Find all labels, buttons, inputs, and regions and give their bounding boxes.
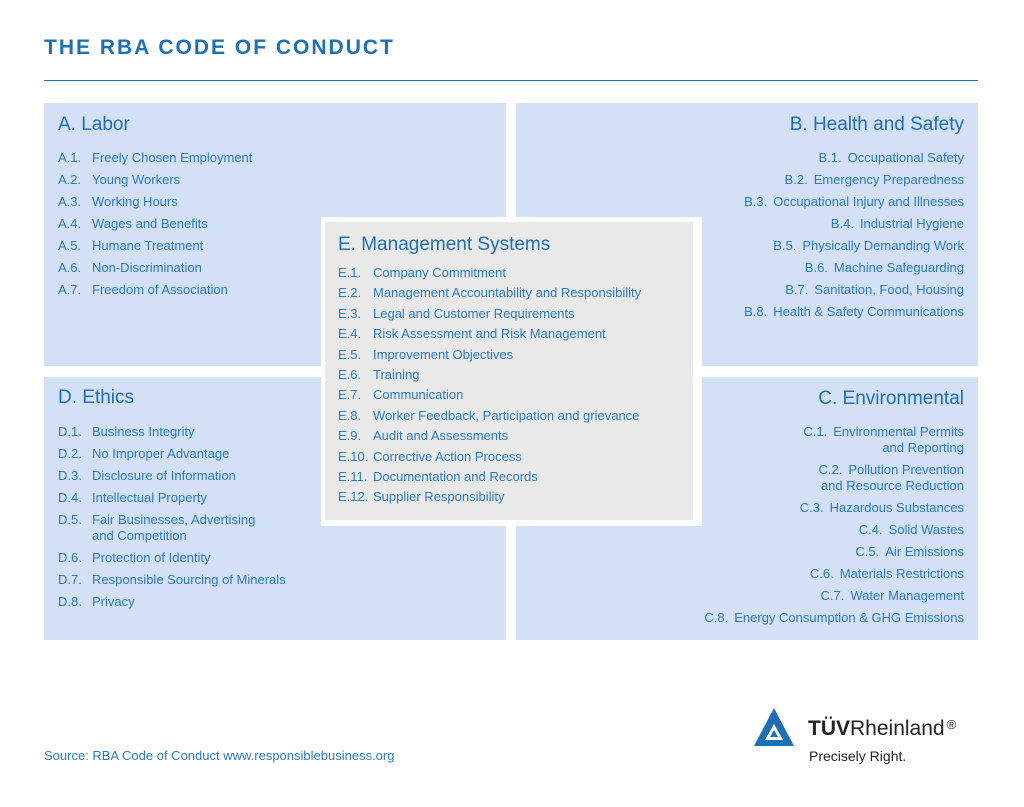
list-item bbox=[58, 169, 252, 191]
item-number: D.3. bbox=[58, 468, 82, 483]
item-number: C.7. bbox=[820, 588, 845, 603]
item-number: C.5. bbox=[855, 544, 880, 559]
list-item bbox=[704, 459, 964, 497]
brand-bold: TÜV bbox=[808, 717, 850, 740]
list-item bbox=[744, 147, 964, 169]
item-label: Fair Businesses, Advertising bbox=[92, 512, 256, 527]
list-item bbox=[338, 263, 641, 283]
item-number: E.8. bbox=[338, 407, 362, 423]
item-label-continued: and Reporting bbox=[882, 440, 964, 455]
item-number: B.7. bbox=[785, 282, 809, 297]
item-label: No Improper Advantage bbox=[92, 446, 230, 461]
section-heading: A. Labor bbox=[58, 114, 130, 135]
item-label: Management Accountability and Responsibility bbox=[373, 285, 642, 301]
item-label: Company Commitment bbox=[373, 265, 506, 280]
item-label: Occupational Safety bbox=[847, 150, 964, 165]
list-item bbox=[58, 191, 252, 213]
list-item bbox=[338, 406, 641, 426]
item-number: D.8. bbox=[58, 594, 82, 609]
item-label: Corrective Action Process bbox=[373, 448, 522, 464]
list-item bbox=[58, 509, 286, 547]
item-number: B.1. bbox=[818, 150, 842, 165]
list-item bbox=[58, 465, 286, 487]
list-item bbox=[338, 324, 641, 344]
list-item bbox=[58, 547, 286, 569]
item-number: C.1. bbox=[803, 424, 828, 439]
item-label: Health & Safety Communications bbox=[773, 304, 964, 319]
item-label: Non-Discrimination bbox=[92, 260, 202, 275]
item-label: Hazardous Substances bbox=[829, 500, 964, 515]
item-number: E.4. bbox=[338, 326, 362, 342]
list-item bbox=[338, 365, 641, 385]
list-item bbox=[338, 283, 641, 303]
item-number: A.5. bbox=[58, 238, 82, 253]
list-item bbox=[338, 487, 641, 507]
list-item bbox=[704, 607, 964, 629]
item-label: Responsible Sourcing of Minerals bbox=[92, 572, 286, 587]
item-label: Supplier Responsibility bbox=[373, 489, 505, 505]
page-title: THE RBA CODE OF CONDUCT bbox=[44, 36, 395, 59]
item-number: E.10. bbox=[338, 448, 369, 464]
item-label: Improvement Objectives bbox=[373, 346, 514, 362]
section-heading: C. Environmental bbox=[818, 388, 964, 409]
item-label: Privacy bbox=[92, 594, 135, 609]
item-number: D.6. bbox=[58, 550, 82, 565]
section-heading: D. Ethics bbox=[58, 387, 135, 408]
list-item bbox=[744, 301, 964, 323]
item-label: Disclosure of Information bbox=[92, 468, 236, 483]
list-item bbox=[338, 345, 641, 365]
item-number: B.2. bbox=[784, 172, 808, 187]
list-item bbox=[58, 487, 286, 509]
list-item bbox=[704, 421, 964, 459]
item-number: C.6. bbox=[809, 566, 834, 581]
item-number: E.3. bbox=[338, 305, 362, 321]
item-number: C.4. bbox=[858, 522, 883, 537]
list-item bbox=[744, 169, 964, 191]
item-label: Documentation and Records bbox=[373, 469, 538, 485]
item-label: Environmental Permits bbox=[833, 424, 964, 439]
item-number: A.3. bbox=[58, 194, 82, 209]
item-number: E.12. bbox=[338, 489, 369, 505]
item-number: A.7. bbox=[58, 282, 82, 297]
list-item bbox=[58, 257, 252, 279]
item-number: E.1. bbox=[338, 265, 362, 280]
item-label: Energy Consumption & GHG Emissions bbox=[734, 610, 964, 625]
section-heading: B. Health and Safety bbox=[789, 114, 964, 135]
item-label: Solid Wastes bbox=[888, 522, 964, 537]
item-label: Wages and Benefits bbox=[92, 216, 208, 231]
list-item bbox=[704, 563, 964, 585]
item-label: Pollution Prevention bbox=[848, 462, 964, 477]
item-number: E.7. bbox=[338, 387, 362, 403]
item-number: B.3. bbox=[744, 194, 768, 209]
section-management-systems bbox=[325, 222, 693, 520]
list-item bbox=[338, 426, 641, 446]
title-divider bbox=[44, 80, 978, 81]
item-number: D.4. bbox=[58, 490, 82, 505]
item-label: Communication bbox=[373, 387, 464, 403]
item-label: Legal and Customer Requirements bbox=[373, 305, 575, 321]
item-number: B.8. bbox=[744, 304, 768, 319]
list-item bbox=[338, 304, 641, 324]
list-item bbox=[58, 569, 286, 591]
source-note: Source: RBA Code of Conduct www.responsiblebusiness.org bbox=[44, 748, 395, 763]
section-list bbox=[338, 263, 641, 508]
list-item bbox=[744, 235, 964, 257]
item-number: B.6. bbox=[804, 260, 828, 275]
item-number: B.5. bbox=[773, 238, 797, 253]
list-item bbox=[744, 213, 964, 235]
section-list bbox=[704, 421, 964, 629]
item-number: A.2. bbox=[58, 172, 82, 187]
list-item bbox=[744, 191, 964, 213]
item-label: Intellectual Property bbox=[92, 490, 207, 505]
list-item bbox=[704, 541, 964, 563]
item-number: C.2. bbox=[818, 462, 843, 477]
item-label: Sanitation, Food, Housing bbox=[814, 282, 964, 297]
list-item bbox=[704, 585, 964, 607]
item-label: Protection of Identity bbox=[92, 550, 211, 565]
list-item bbox=[704, 519, 964, 541]
list-item bbox=[338, 447, 641, 467]
list-item bbox=[744, 279, 964, 301]
item-number: A.6. bbox=[58, 260, 82, 275]
registered-mark: ® bbox=[946, 717, 957, 732]
item-label: Young Workers bbox=[92, 172, 181, 187]
item-number: B.4. bbox=[830, 216, 854, 231]
list-item bbox=[58, 421, 286, 443]
item-number: A.1. bbox=[58, 150, 82, 165]
item-number: C.3. bbox=[799, 500, 824, 515]
list-item bbox=[58, 443, 286, 465]
item-label: Physically Demanding Work bbox=[802, 238, 964, 253]
item-label: Freedom of Association bbox=[92, 282, 228, 297]
item-label: Occupational Injury and Illnesses bbox=[773, 194, 964, 209]
item-number: D.7. bbox=[58, 572, 82, 587]
item-number: E.5. bbox=[338, 346, 362, 362]
list-item bbox=[58, 147, 252, 169]
section-list bbox=[744, 147, 964, 323]
brand-rest: Rheinland bbox=[850, 717, 945, 740]
brand-name bbox=[808, 717, 956, 741]
list-item bbox=[338, 385, 641, 405]
item-label-continued: and Resource Reduction bbox=[820, 478, 964, 493]
item-label: Working Hours bbox=[92, 194, 178, 209]
item-number: D.2. bbox=[58, 446, 82, 461]
item-label: Freely Chosen Employment bbox=[92, 150, 253, 165]
item-label: Humane Treatment bbox=[92, 238, 204, 253]
item-label: Air Emissions bbox=[885, 544, 964, 559]
section-heading: E. Management Systems bbox=[338, 234, 551, 255]
item-label: Industrial Hygiene bbox=[859, 216, 964, 231]
list-item bbox=[58, 235, 252, 257]
item-label: Risk Assessment and Risk Management bbox=[373, 326, 606, 342]
item-label: Emergency Preparedness bbox=[813, 172, 964, 187]
section-list bbox=[58, 421, 286, 613]
brand-tagline: Precisely Right. bbox=[809, 748, 907, 764]
list-item bbox=[58, 591, 286, 613]
item-number: E.2. bbox=[338, 285, 362, 301]
item-number: D.1. bbox=[58, 424, 82, 439]
list-item bbox=[58, 213, 252, 235]
list-item bbox=[58, 279, 252, 301]
item-label: Audit and Assessments bbox=[373, 428, 509, 444]
item-label: Machine Safeguarding bbox=[833, 260, 964, 275]
item-label: Worker Feedback, Participation and grievance bbox=[373, 407, 640, 423]
item-label: Materials Restrictions bbox=[839, 566, 964, 581]
item-number: E.6. bbox=[338, 367, 362, 383]
list-item bbox=[704, 497, 964, 519]
item-label-continued: and Competition bbox=[92, 528, 187, 543]
section-list bbox=[58, 147, 252, 301]
item-number: E.9. bbox=[338, 428, 362, 444]
item-label: Training bbox=[373, 367, 420, 383]
item-number: C.8. bbox=[704, 610, 729, 625]
item-number: A.4. bbox=[58, 216, 82, 231]
item-label: Water Management bbox=[850, 588, 964, 603]
item-label: Business Integrity bbox=[92, 424, 195, 439]
item-number: E.11. bbox=[338, 469, 368, 485]
item-number: D.5. bbox=[58, 512, 82, 527]
list-item bbox=[744, 257, 964, 279]
list-item bbox=[338, 467, 641, 487]
